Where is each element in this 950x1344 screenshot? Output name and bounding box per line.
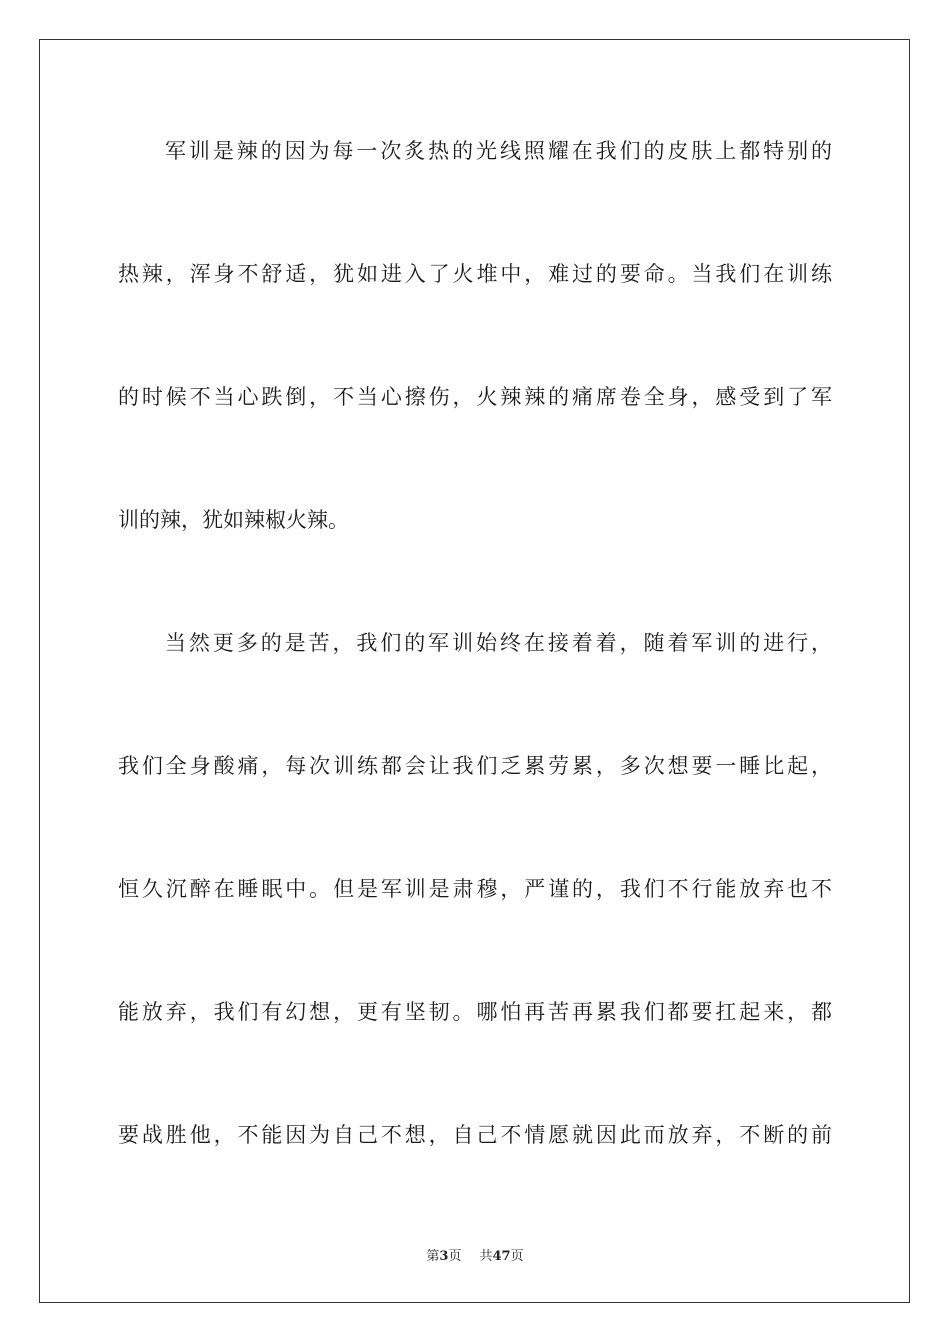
total-pages: 47 [492, 1249, 511, 1264]
paragraph-line: 要战胜他，不能因为自己不想，自己不情愿就因此而放弃，不断的前 [118, 1123, 832, 1147]
page-suffix: 页 [448, 1249, 462, 1264]
paragraph-line: 训的辣，犹如辣椒火辣。 [118, 508, 349, 532]
paragraph-line: 恒久沉醉在睡眠中。但是军训是肃穆，严谨的，我们不行能放弃也不 [118, 877, 832, 901]
total-prefix: 共 [479, 1249, 493, 1264]
page-number: 3 [439, 1249, 449, 1264]
paragraph-line: 的时候不当心跌倒，不当心擦伤，火辣辣的痛席卷全身，感受到了军 [118, 385, 832, 409]
page-prefix: 第 [426, 1249, 440, 1264]
total-suffix: 页 [510, 1249, 524, 1264]
paragraph-line: 我们全身酸痛，每次训练都会让我们乏累劳累，多次想要一睡比起， [118, 754, 832, 778]
paragraph-line: 能放弃，我们有幻想，更有坚韧。哪怕再苦再累我们都要扛起来，都 [118, 1000, 832, 1024]
page-footer [0, 1248, 950, 1266]
paragraph-line: 军训是辣的因为每一次炙热的光线照耀在我们的皮肤上都特别的 [165, 139, 832, 163]
paragraph-line: 当然更多的是苦，我们的军训始终在接着着，随着军训的进行， [165, 631, 832, 655]
paragraph-line: 热辣，浑身不舒适，犹如进入了火堆中，难过的要命。当我们在训练 [118, 262, 832, 286]
page-border [39, 39, 910, 1303]
